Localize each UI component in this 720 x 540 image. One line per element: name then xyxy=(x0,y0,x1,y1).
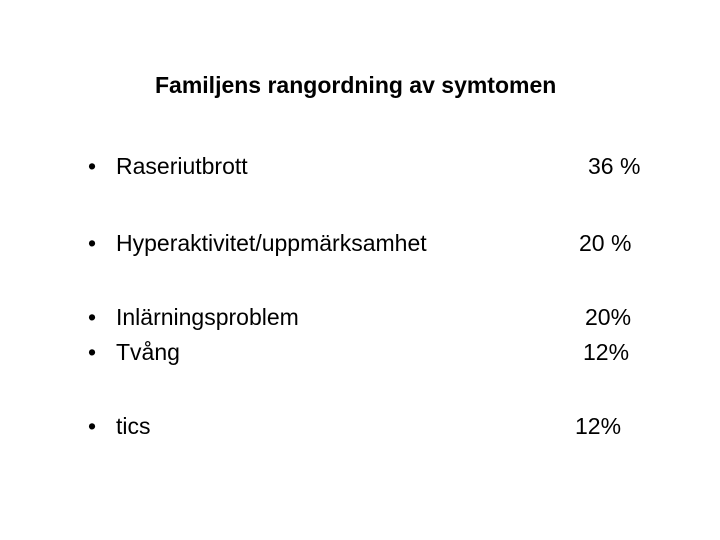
list-item-value: 12% xyxy=(583,339,630,365)
list-item xyxy=(88,153,668,183)
list-item-label: Raseriutbrott xyxy=(116,153,248,179)
list-item xyxy=(88,339,668,369)
bullet-icon: • xyxy=(88,230,97,256)
list-item-value: 36 % xyxy=(588,153,641,179)
bullet-icon: • xyxy=(88,339,97,365)
list-item-value: 20% xyxy=(585,304,632,330)
bullet-icon: • xyxy=(88,304,97,330)
list-item xyxy=(88,230,668,260)
list-item-label: Inlärningsproblem xyxy=(116,304,299,330)
list-item-value: 12% xyxy=(575,413,622,439)
list-item-label: Hyperaktivitet/uppmärksamhet xyxy=(116,230,427,256)
list-item-label: Tvång xyxy=(116,339,180,365)
slide-title: Familjens rangordning av symtomen xyxy=(155,72,557,98)
list-item-value: 20 % xyxy=(579,230,632,256)
bullet-icon: • xyxy=(88,153,97,179)
list-item xyxy=(88,304,668,334)
bullet-icon: • xyxy=(88,413,97,439)
list-item-label: tics xyxy=(116,413,151,439)
list-item xyxy=(88,413,668,443)
